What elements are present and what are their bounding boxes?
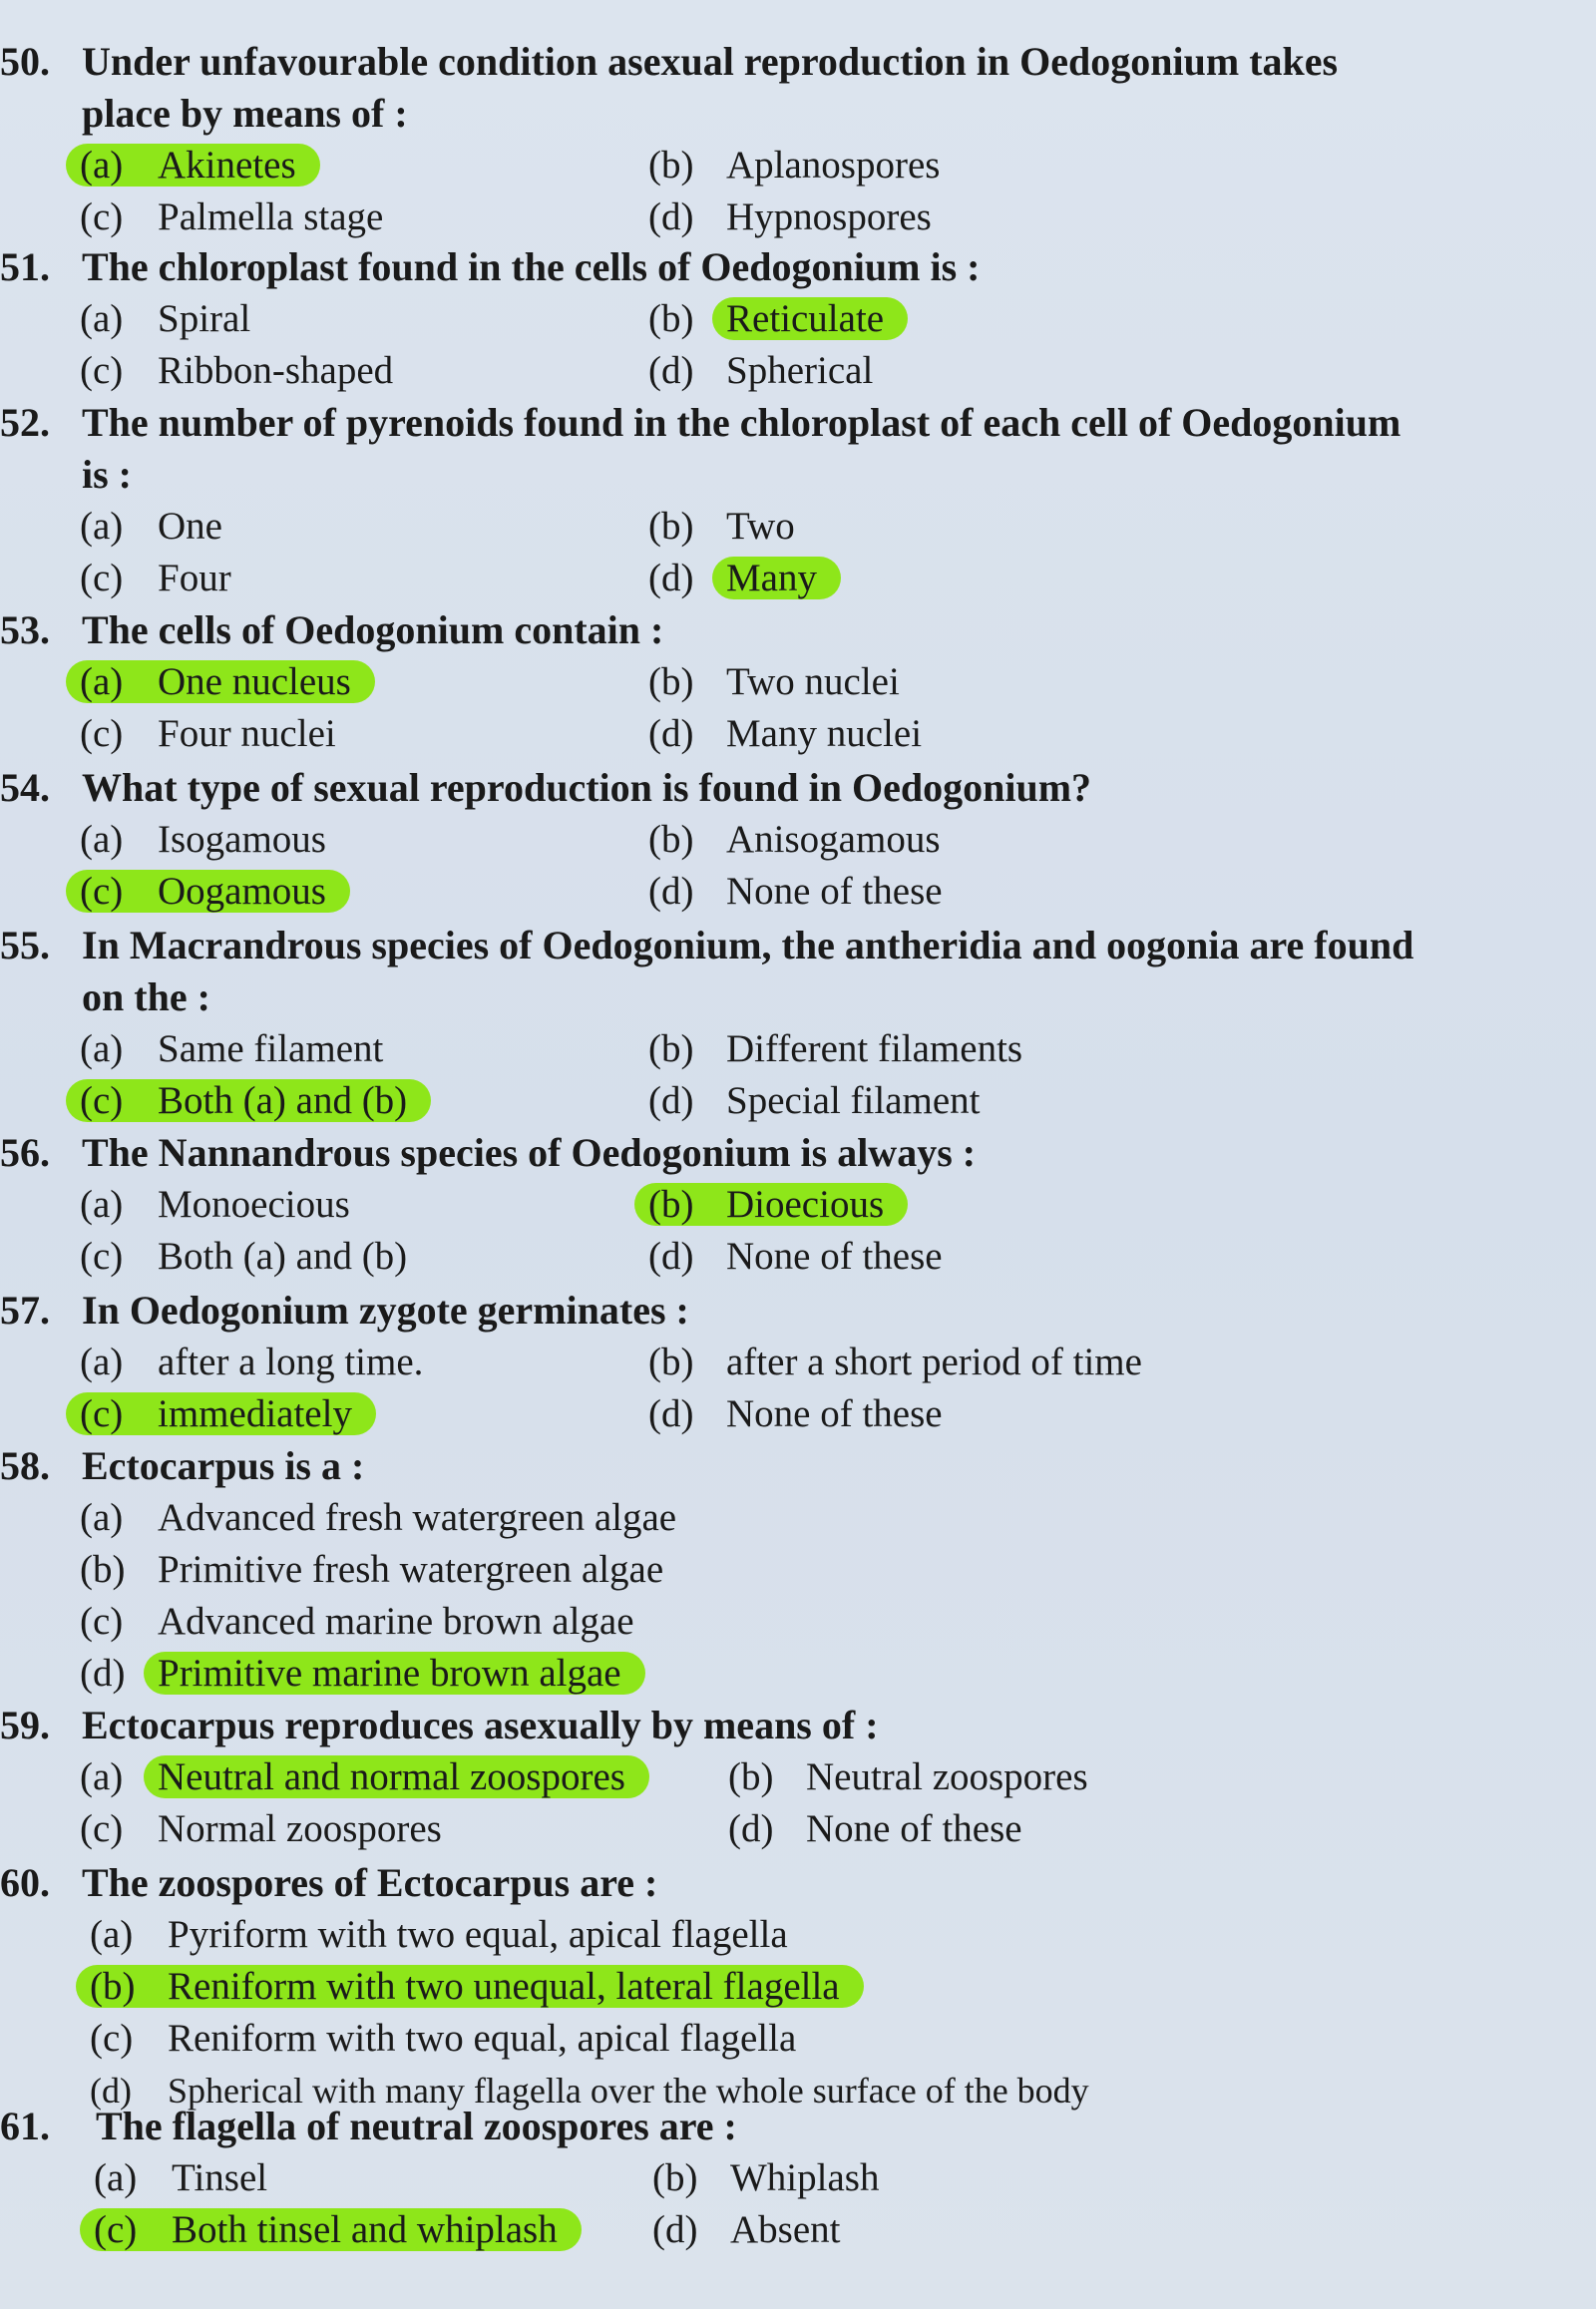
option-d: (d) Primitive marine brown algae bbox=[80, 1648, 645, 1700]
option-d: (d) Many bbox=[648, 553, 841, 604]
option-c: (c) Four bbox=[80, 557, 231, 599]
option-b: (b) Whiplash bbox=[652, 2156, 880, 2199]
option-c: (c) Oogamous bbox=[80, 866, 350, 918]
option-a: (a) after a long time. bbox=[80, 1341, 424, 1383]
option-a: (a) Monoecious bbox=[80, 1183, 350, 1226]
question-number: 59. bbox=[0, 1703, 50, 1747]
question-text: The number of pyrenoids found in the chloroplast of each cell of Oedogonium is : bbox=[82, 400, 1401, 497]
question-text: The Nannandrous species of Oedogonium is always : bbox=[82, 1130, 977, 1175]
question-number: 53. bbox=[0, 607, 50, 652]
question-text: Ectocarpus reproduces asexually by means of : bbox=[82, 1703, 879, 1747]
option-c: (c) Both (a) and (b) bbox=[80, 1075, 431, 1127]
option-d: (d) None of these bbox=[648, 1235, 943, 1278]
question-number: 56. bbox=[0, 1130, 50, 1175]
option-c: (c) Both tinsel and whiplash bbox=[94, 2204, 582, 2256]
question-number: 54. bbox=[0, 765, 50, 810]
option-a: (a) Spiral bbox=[80, 297, 251, 340]
option-c: (c) Normal zoospores bbox=[80, 1807, 442, 1850]
option-d: (d) None of these bbox=[648, 870, 943, 913]
option-c: (c) Palmella stage bbox=[80, 195, 384, 238]
option-d: (d) Special filament bbox=[648, 1079, 981, 1122]
option-b: (b) Primitive fresh watergreen algae bbox=[80, 1548, 664, 1591]
option-b: (b) Two bbox=[648, 505, 795, 548]
option-d: (d) None of these bbox=[728, 1807, 1022, 1850]
option-d: (d) Spherical with many flagella over the whole surface of the body bbox=[90, 2071, 1089, 2111]
option-b: (b) Anisogamous bbox=[648, 818, 941, 861]
option-c: (c) Four nuclei bbox=[80, 712, 336, 755]
option-c: (c) Ribbon-shaped bbox=[80, 349, 394, 392]
question-number: 61. bbox=[0, 2104, 50, 2148]
option-a: (a) Same filament bbox=[80, 1027, 384, 1070]
question-text: The chloroplast found in the cells of Oedogonium is : bbox=[82, 244, 981, 289]
option-b: (b) after a short period of time bbox=[648, 1341, 1142, 1383]
question-number: 58. bbox=[0, 1443, 50, 1488]
option-c: (c) Both (a) and (b) bbox=[80, 1235, 408, 1278]
option-d: (d) Hypnospores bbox=[648, 195, 932, 238]
question-number: 50. bbox=[0, 39, 50, 84]
option-d: (d) None of these bbox=[648, 1392, 943, 1435]
question-number: 51. bbox=[0, 244, 50, 289]
question-number: 60. bbox=[0, 1860, 50, 1905]
question-text: The zoospores of Ectocarpus are : bbox=[82, 1860, 658, 1905]
option-b: (b) Reniform with two unequal, lateral flagella bbox=[90, 1961, 864, 2013]
question-text: Under unfavourable condition asexual reproduction in Oedogonium takes place by means of : bbox=[82, 39, 1339, 136]
option-d: (d) Absent bbox=[652, 2208, 841, 2251]
question-number: 52. bbox=[0, 400, 50, 445]
option-a: (a) Pyriform with two equal, apical flagella bbox=[90, 1913, 788, 1956]
question-text: The cells of Oedogonium contain : bbox=[82, 607, 664, 652]
option-d: (d) Spherical bbox=[648, 349, 874, 392]
option-b: (b) Aplanospores bbox=[648, 144, 941, 187]
option-a: (a) Tinsel bbox=[94, 2156, 268, 2199]
question-text: In Oedogonium zygote germinates : bbox=[82, 1288, 689, 1333]
option-c: (c) immediately bbox=[80, 1388, 376, 1440]
option-b: (b) Different filaments bbox=[648, 1027, 1023, 1070]
option-a: (a) One nucleus bbox=[80, 656, 375, 708]
question-text: In Macrandrous species of Oedogonium, the antheridia and oogonia are found on the : bbox=[82, 923, 1414, 1019]
question-number: 55. bbox=[0, 923, 50, 967]
option-a: (a) Advanced fresh watergreen algae bbox=[80, 1496, 677, 1539]
option-a: (a) One bbox=[80, 505, 222, 548]
question-text: What type of sexual reproduction is found in Oedogonium? bbox=[82, 765, 1092, 810]
option-c: (c) Reniform with two equal, apical flagella bbox=[90, 2017, 797, 2060]
option-b: (b) Reticulate bbox=[648, 293, 908, 345]
option-b: (b) Dioecious bbox=[648, 1179, 908, 1231]
question-number: 57. bbox=[0, 1288, 50, 1333]
option-a: (a) Akinetes bbox=[80, 140, 320, 192]
question-text: The flagella of neutral zoospores are : bbox=[96, 2104, 737, 2148]
option-d: (d) Many nuclei bbox=[648, 712, 923, 755]
option-b: (b) Neutral zoospores bbox=[728, 1755, 1088, 1798]
question-text: Ectocarpus is a : bbox=[82, 1443, 365, 1488]
option-c: (c) Advanced marine brown algae bbox=[80, 1600, 634, 1643]
option-a: (a) Neutral and normal zoospores bbox=[80, 1751, 649, 1803]
option-b: (b) Two nuclei bbox=[648, 660, 900, 703]
option-a: (a) Isogamous bbox=[80, 818, 326, 861]
